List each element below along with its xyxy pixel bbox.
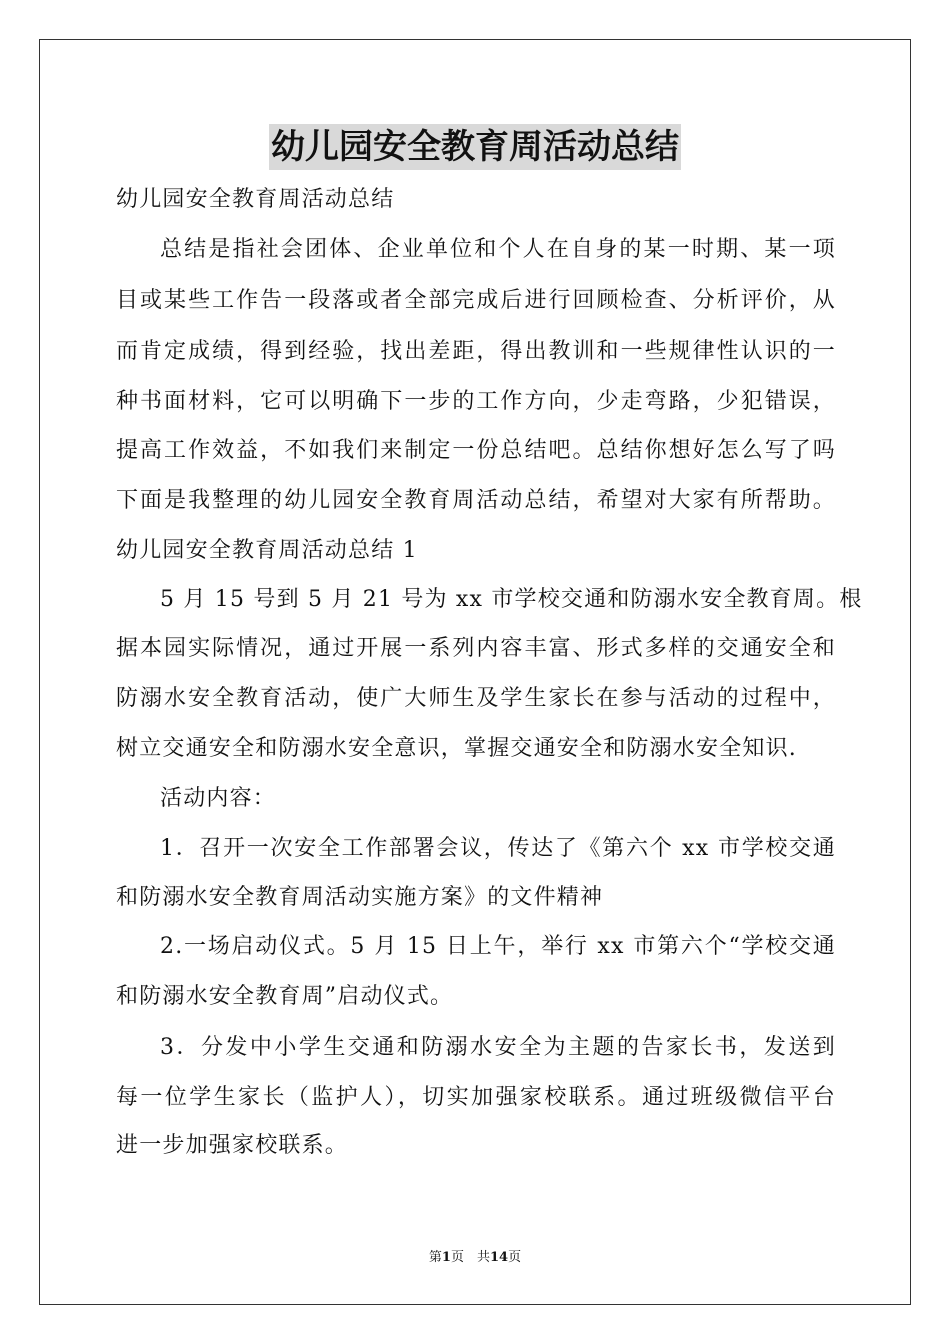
- footer-suffix: 页: [508, 1250, 522, 1265]
- paragraph-line: 据本园实际情况，通过开展一系列内容丰富、形式多样的交通安全和: [116, 636, 836, 661]
- title-container: [0, 124, 950, 170]
- paragraph-line: 树立交通安全和防溺水安全意识，掌握交通安全和防溺水安全知识.: [116, 736, 797, 761]
- paragraph-line: 目或某些工作告一段落或者全部完成后进行回顾检查、分析评价，从: [116, 288, 836, 313]
- document-title: 幼儿园安全教育周活动总结: [269, 124, 681, 170]
- footer-page-current: 1: [441, 1250, 451, 1265]
- page-border: [39, 39, 911, 1305]
- footer-prefix: 第: [428, 1250, 442, 1265]
- list-item-line: 3．分发中小学生交通和防溺水安全为主题的告家长书，发送到: [160, 1035, 836, 1060]
- footer-mid: 页 共: [450, 1250, 490, 1265]
- document-subtitle: 幼儿园安全教育周活动总结: [116, 187, 395, 212]
- paragraph-line: 5 月 15 号到 5 月 21 号为 xx 市学校交通和防溺水安全教育周。根: [160, 587, 863, 612]
- section-heading: 幼儿园安全教育周活动总结 1: [116, 538, 418, 563]
- list-item-line: 1．召开一次安全工作部署会议，传达了《第六个 xx 市学校交通: [160, 836, 836, 861]
- paragraph-line: 防溺水安全教育活动，使广大师生及学生家长在参与活动的过程中，: [116, 686, 836, 711]
- paragraph-line: 总结是指社会团体、企业单位和个人在自身的某一时期、某一项: [160, 237, 836, 262]
- paragraph-line: 而肯定成绩，得到经验，找出差距，得出教训和一些规律性认识的一: [116, 339, 836, 364]
- list-item-line: 进一步加强家校联系。: [116, 1133, 349, 1158]
- paragraph-line: 提高工作效益，不如我们来制定一份总结吧。总结你想好怎么写了吗: [116, 438, 836, 463]
- list-item-line: 和防溺水安全教育周活动实施方案》的文件精神: [116, 885, 604, 910]
- paragraph-line: 下面是我整理的幼儿园安全教育周活动总结，希望对大家有所帮助。: [116, 488, 836, 513]
- activity-heading: 活动内容：: [160, 786, 277, 811]
- list-item-line: 和防溺水安全教育周”启动仪式。: [116, 984, 454, 1009]
- footer-page-total: 14: [489, 1250, 509, 1265]
- list-item-line: 2.一场启动仪式。5 月 15 日上午，举行 xx 市第六个“学校交通: [160, 934, 836, 959]
- page-footer: [0, 1246, 950, 1265]
- list-item-line: 每一位学生家长（监护人），切实加强家校联系。通过班级微信平台: [116, 1085, 836, 1110]
- paragraph-line: 种书面材料，它可以明确下一步的工作方向，少走弯路，少犯错误，: [116, 389, 836, 414]
